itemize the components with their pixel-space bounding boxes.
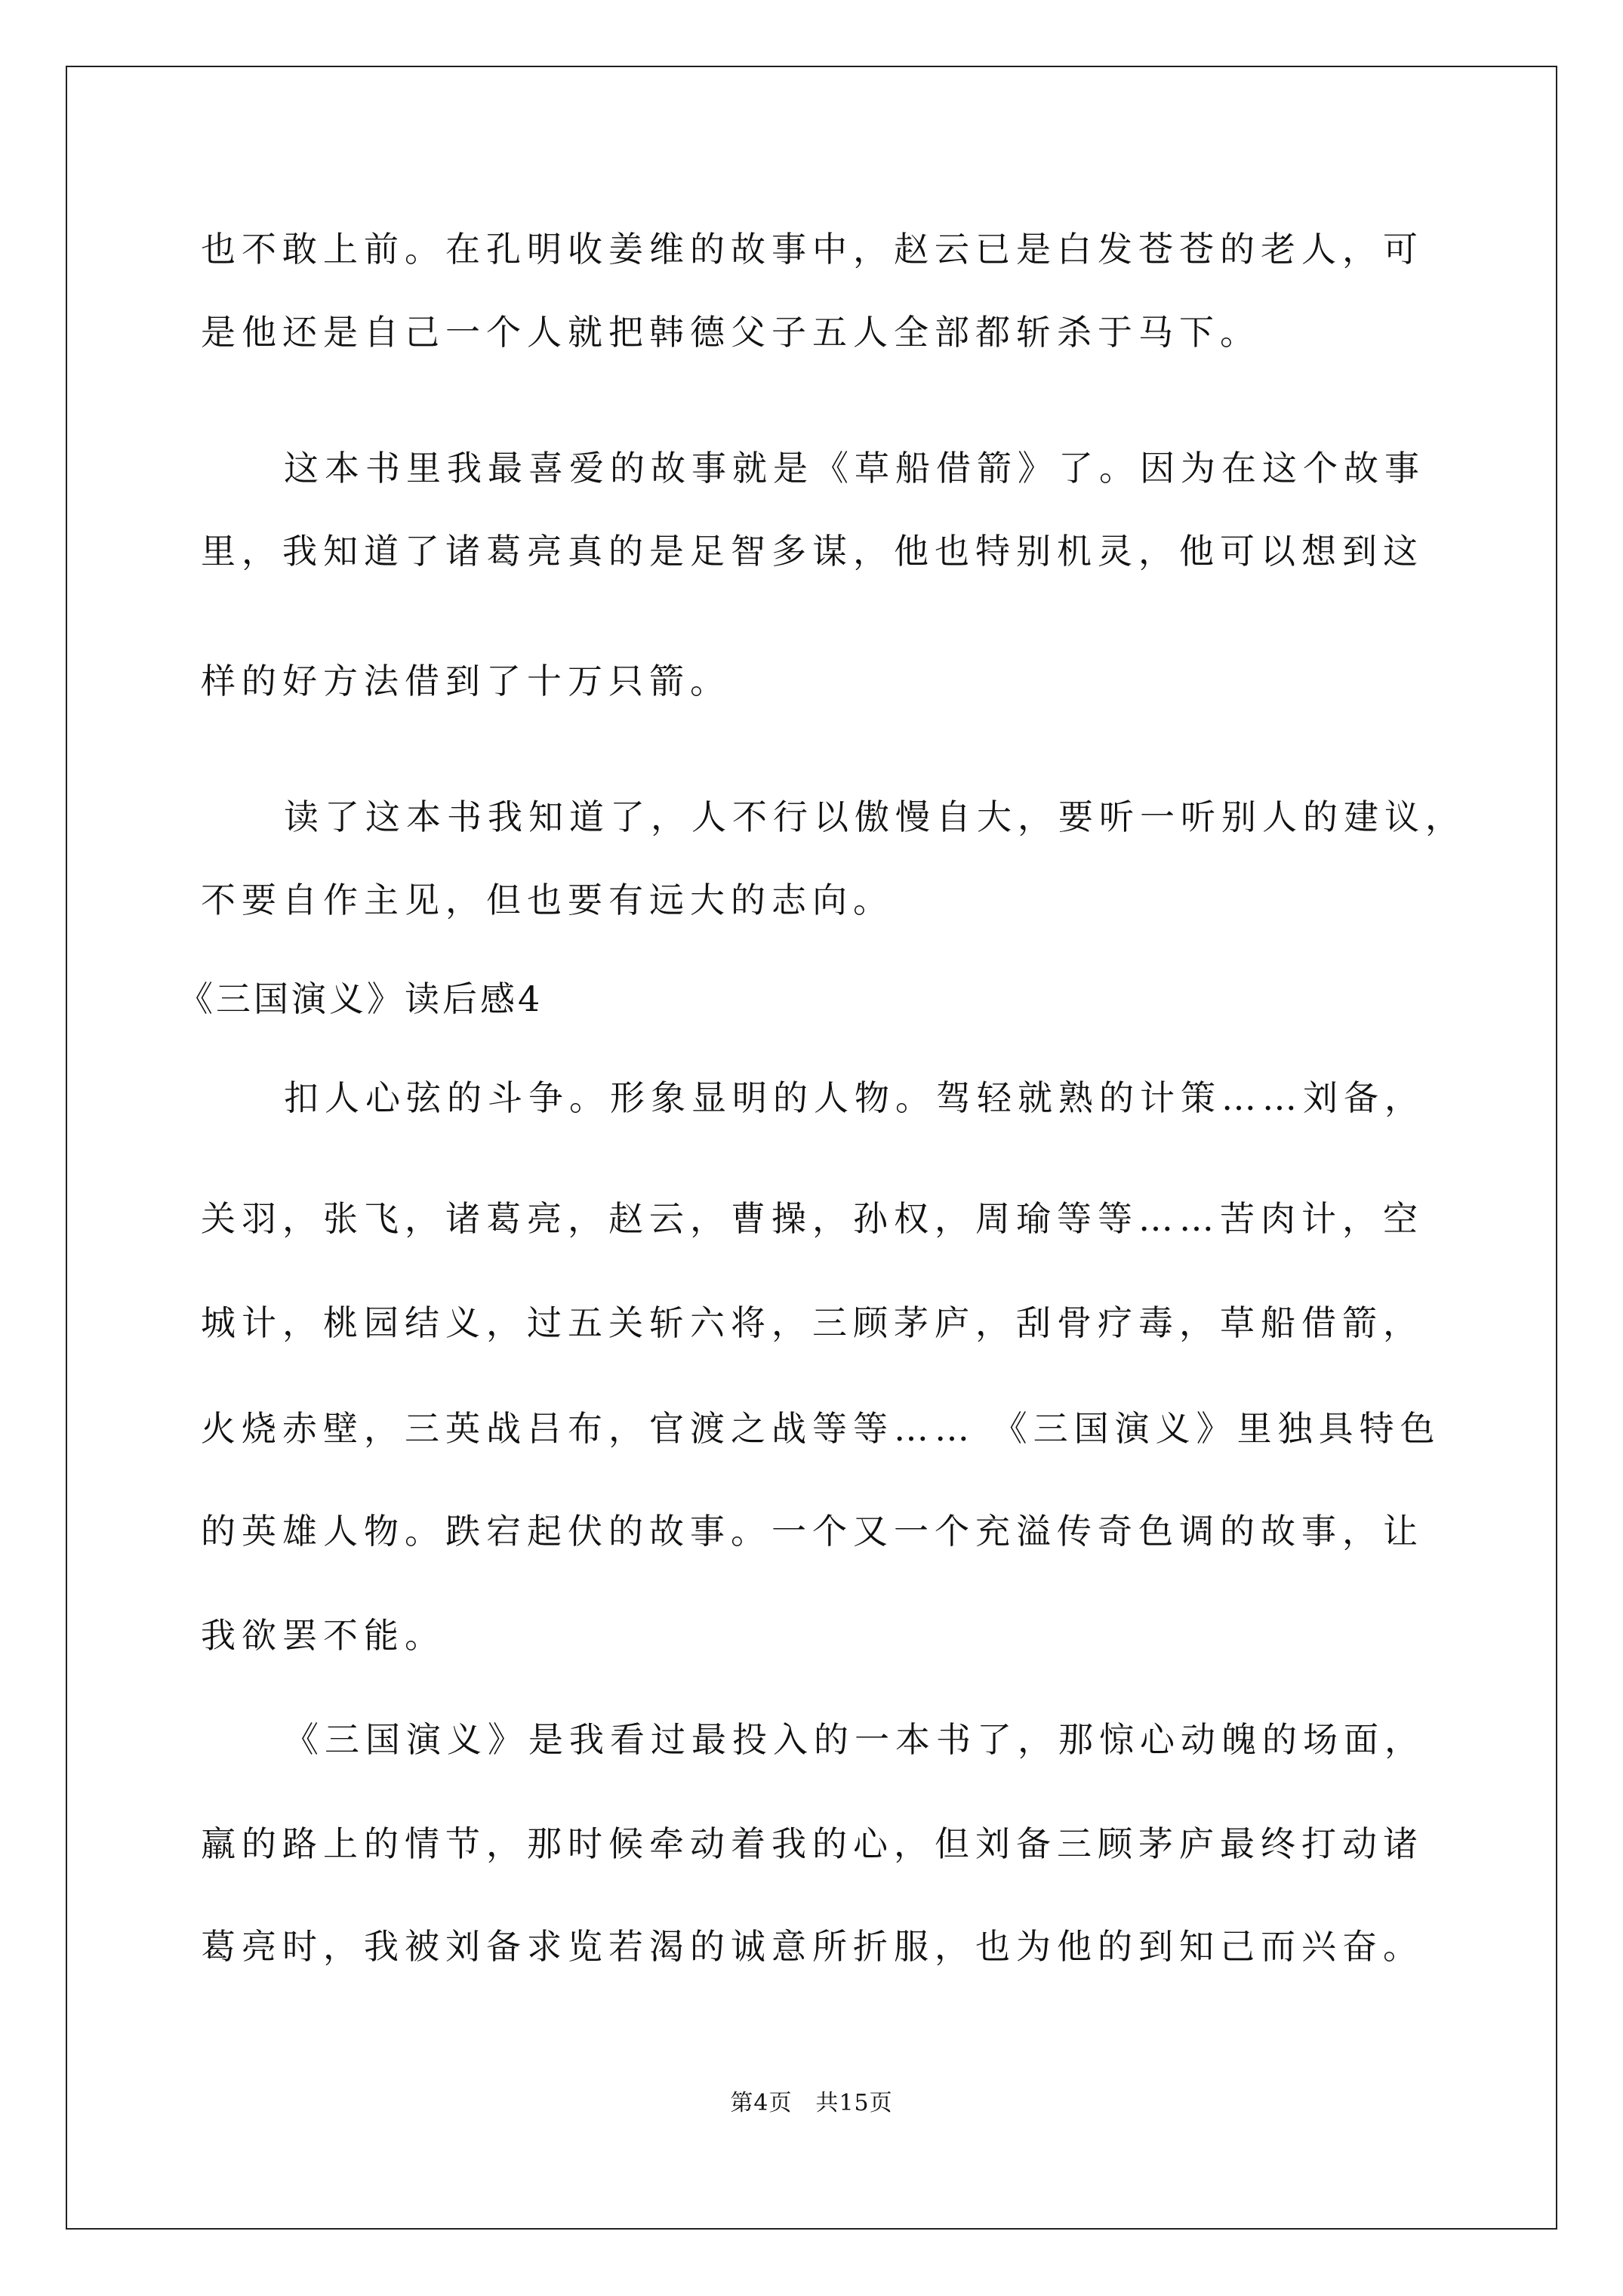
section-paragraph-1-line-1: 扣人心弦的斗争。形象显明的人物。驾轻就熟的计策……刘备， (284, 1077, 1425, 1118)
section-paragraph-1-line-6: 我欲罢不能。 (201, 1615, 445, 1656)
section-paragraph-1-line-5: 的英雄人物。跌宕起伏的故事。一个又一个充溢传奇色调的故事，让 (201, 1511, 1424, 1552)
section-paragraph-1-line-4: 火烧赤壁，三英战吕布，官渡之战等等…… 《三国演义》里独具特色 (201, 1408, 1441, 1449)
paragraph-2-line-2: 里，我知道了诸葛亮真的是足智多谋，他也特别机灵，他可以想到这 (201, 531, 1424, 572)
page-number: 第4页 共15页 (730, 2090, 893, 2116)
paragraph-3-line-1: 读了这本书我知道了，人不行以傲慢自大，要听一听别人的建议， (284, 797, 1466, 837)
section-paragraph-2-line-1: 《三国演义》是我看过最投入的一本书了，那惊心动魄的场面， (284, 1719, 1425, 1760)
section-paragraph-1-line-2: 关羽，张飞，诸葛亮，赵云，曹操，孙权，周瑜等等……苦肉计，空 (201, 1198, 1424, 1239)
paragraph-3-line-2: 不要自作主见，但也要有远大的志向。 (201, 880, 894, 920)
paragraph-2-line-1: 这本书里我最喜爱的故事就是《草船借箭》了。因为在这个故事 (284, 448, 1425, 488)
section-title: 《三国演义》读后感4 (178, 978, 544, 1019)
section-paragraph-2-line-3: 葛亮时，我被刘备求览若渴的诚意所折服，也为他的到知己而兴奋。 (201, 1926, 1424, 1967)
paragraph-1-line-2: 是他还是自己一个人就把韩德父子五人全部都斩杀于马下。 (201, 312, 1261, 353)
paragraph-1-line-1: 也不敢上前。在孔明收姜维的故事中，赵云已是白发苍苍的老人，可 (201, 229, 1424, 270)
section-paragraph-2-line-2: 羸的路上的情节，那时候牵动着我的心，但刘备三顾茅庐最终打动诸 (201, 1823, 1424, 1864)
section-paragraph-1-line-3: 城计，桃园结义，过五关斩六将，三顾茅庐，刮骨疗毒，草船借箭， (201, 1302, 1424, 1343)
paragraph-2-line-3: 样的好方法借到了十万只箭。 (201, 661, 731, 701)
page-border (66, 66, 1557, 2230)
